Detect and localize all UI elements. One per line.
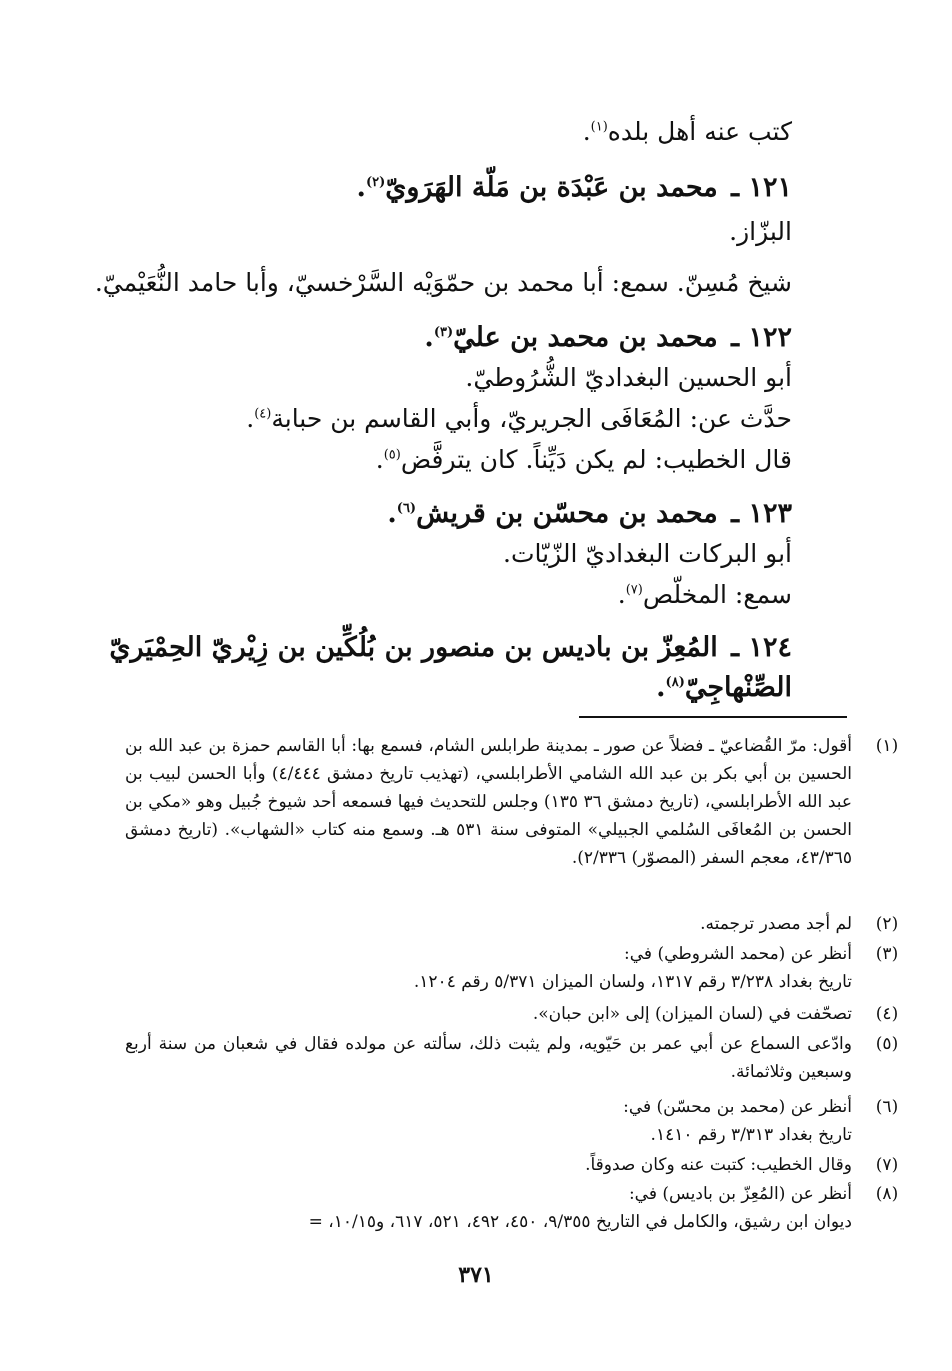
footnote-number: (٤) <box>875 1004 899 1024</box>
footnote-2 <box>125 910 899 938</box>
entry-122-line: حدَّث عن: المُعَافَى الجريريّ، وأبي القاسم بن حبابة$^{(٤)}$. <box>246 404 792 433</box>
footnote-number: (٥) <box>875 1034 899 1054</box>
footnote-number: (٢) <box>875 914 899 934</box>
entry-121-line: البزّاز. <box>729 217 792 246</box>
entry-name: محمد بن محسّن بن قريش <box>416 498 718 529</box>
entry-124-heading <box>105 628 792 668</box>
entry-122-line: قال الخطيب: لم يكن دَيِّناً. كان يترفَّض$^{(٥)}$. <box>375 445 792 474</box>
entry-121-heading: ١٢١ ـ محمد بن عَبْدَة بن مَلّة الهَرَويّ$^{(٢)}$. <box>356 172 792 203</box>
footnote-text: تصحّفت في (لسان الميزان) إلى «ابن حبان». <box>532 1004 852 1024</box>
footnote-5 <box>125 1030 899 1086</box>
footnote-3 <box>125 940 899 996</box>
footnote-ref: (٥) <box>383 447 401 463</box>
footnote-ref: (١) <box>590 119 608 135</box>
entry-number: ١٢١ ـ <box>731 172 792 203</box>
footnote-ref: (٤) <box>254 406 272 422</box>
continuation-line: كتب عنه أهل بلده$^{(١)}$. <box>582 117 792 146</box>
footnote-divider <box>579 716 847 718</box>
line-text: كتب عنه أهل بلده <box>607 117 792 146</box>
footnote-number: (٧) <box>875 1155 899 1175</box>
footnote-text: أقول: مرّ القُضاعيّ ـ فضلاً عن صور ـ بمدينة طرابلس الشام، فسمع بها: أبا القاسم حمزة بن عبد الله بن الحسين بن أبي بكر بن عبد الله الشامي الأطرابلسي، (تهذيب تاريخ دمشق ٤/٤٤٤) وأبا الحسن لبيب بن عبد الله الأطرابلسي، (تاريخ دمشق ٣٦ ١٣٥) وجلس للتحديث فيها فسمعه أحد شيوخ جُبيل وهو «مكي بن الحسن بن المُعافَى السُلمي الجبيلي» المتوفى سنة ٥٣١ هـ. وسمع منه كتاب «الشهاب». (تاريخ دمشق ٤٣/٣٦٥، معجم السفر (المصوّر) ٢/٣٣٦). <box>125 736 853 868</box>
entry-124-heading-cont: الصِّنْهاجِيّ$^{(٨)}$. <box>656 672 792 703</box>
entry-122-line: أبو الحسين البغداديّ الشُّرُوطيّ. <box>465 363 792 392</box>
footnote-text: لم أجد مصدر ترجمته. <box>700 914 852 934</box>
entry-121-line: شيخ مُسِنّ. سمع: أبا محمد بن حمّوَيْه السَّرْخسيّ، وأبا حامد النُّعَيْميّ. <box>94 268 792 297</box>
footnote-8 <box>125 1180 899 1236</box>
footnote-number: (٣) <box>875 944 899 964</box>
footnote-text-2: تاريخ بغداد ٣/٣١٣ رقم ١٤١٠. <box>650 1125 852 1145</box>
entry-name: محمد بن عَبْدَة بن مَلّة الهَرَويّ <box>385 172 718 203</box>
footnote-6 <box>125 1093 899 1149</box>
footnote-text: أنظر عن (المُعِزّ بن باديس) في: <box>628 1184 852 1204</box>
footnote-ref: (٨) <box>665 675 685 690</box>
footnote-text-2: تاريخ بغداد ٣/٢٣٨ رقم ١٣١٧، ولسان الميزان ٥/٣٧١ رقم ١٢٠٤. <box>413 972 852 992</box>
entry-name: محمد بن محمد بن عليّ <box>453 322 718 353</box>
footnote-number: (٨) <box>875 1184 899 1204</box>
footnote-number: (٦) <box>875 1097 899 1117</box>
footnote-text: وقال الخطيب: كتبت عنه وكان صدوقاً. <box>585 1155 852 1175</box>
footnote-1 <box>125 732 899 872</box>
footnote-text: أنظر عن (محمد الشروطي) في: <box>624 944 852 964</box>
entry-123-line: سمع: المخلّص$^{(٧)}$. <box>617 580 792 609</box>
page-number: ٣٧١ <box>458 1262 494 1288</box>
footnote-ref: (٧) <box>625 582 643 598</box>
footnote-ref: (٦) <box>396 501 417 516</box>
footnote-text: وادّعى السماع عن أبي عمر بن حَيّويه، ولم يثبت ذلك، سألته عن مولده فقال في شعبان من سنة أربع وسبعين وثلاثمائة. <box>125 1034 852 1082</box>
footnote-4 <box>125 1000 899 1028</box>
footnote-text-2: ديوان ابن رشيق، والكامل في التاريخ ٩/٣٥٥، ٤٥٠، ٤٩٢، ٥٢١، ٦١٧، و١٠/١٥، = <box>308 1212 852 1232</box>
entry-name: المُعِزّ بن باديس بن منصور بن بُلُكِّين بن زِيْريّ الحِمْيَريّ <box>109 632 718 663</box>
entry-123-heading: ١٢٣ ـ محمد بن محسّن بن قريش$^{(٦)}$. <box>387 498 792 529</box>
footnote-ref: (٢) <box>365 175 386 190</box>
entry-122-heading: ١٢٢ ـ محمد بن محمد بن عليّ$^{(٣)}$. <box>424 322 792 353</box>
entry-name-cont: الصِّنْهاجِيّ <box>684 672 792 703</box>
entry-123-line: أبو البركات البغداديّ الزّيّات. <box>503 539 792 568</box>
footnote-number: (١) <box>875 736 899 756</box>
footnote-text: أنظر عن (محمد بن محسّن) في: <box>623 1097 852 1117</box>
footnote-7 <box>125 1151 899 1179</box>
entry-number: ١٢٤ ـ <box>731 632 792 663</box>
entry-number: ١٢٢ ـ <box>731 322 792 353</box>
footnote-ref: (٣) <box>433 325 454 340</box>
entry-number: ١٢٣ ـ <box>731 498 792 529</box>
